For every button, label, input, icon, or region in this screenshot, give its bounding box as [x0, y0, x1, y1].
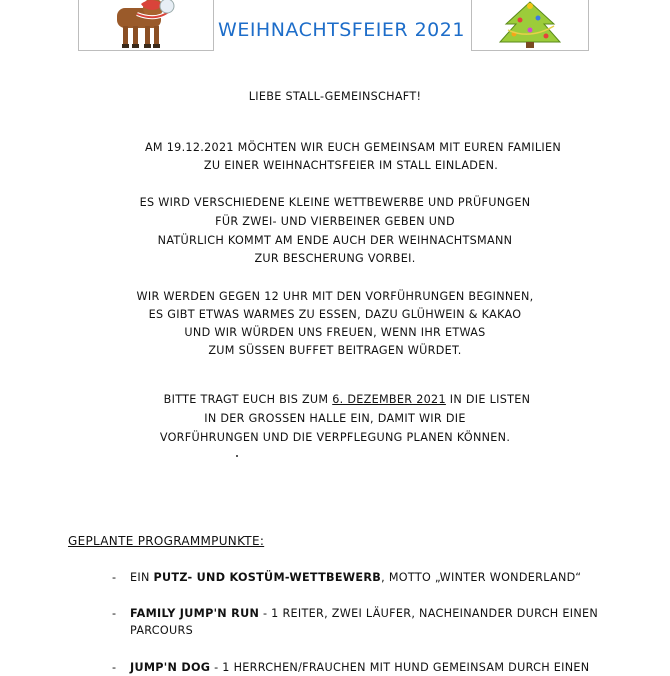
program-item-costume-contest — [130, 569, 610, 586]
bullet-marker: - — [112, 661, 117, 674]
reindeer-illustration — [78, 0, 214, 51]
signup-line-1-pre: BITTE TRAGT EUCH BIS ZUM — [163, 393, 333, 406]
christmas-tree-illustration — [471, 0, 589, 51]
invitation-line-2: ZU EINER WEIHNACHTSFEIER IM STALL EINLADEN. — [203, 159, 499, 172]
program-item-title: PUTZ- UND KOSTÜM-WETTBEWERB — [153, 571, 382, 584]
bullet-marker: - — [112, 607, 117, 620]
schedule-line-1: WIR WERDEN GEGEN 12 UHR MIT DEN VORFÜHRUNGEN BEGINNEN, — [136, 290, 534, 303]
signup-line-3: VORFÜHRUNGEN UND DIE VERPFLEGUNG PLANEN KÖNNEN. — [159, 431, 511, 444]
program-intro-line-2: FÜR ZWEI- UND VIERBEINER GEBEN UND — [215, 215, 455, 228]
program-intro-line-3: NATÜRLICH KOMMT AM ENDE AUCH DER WEIHNACHTSMANN — [157, 234, 513, 247]
program-item-title: FAMILY JUMP'N RUN — [130, 607, 260, 620]
program-section-title: GEPLANTE PROGRAMMPUNKTE: — [68, 534, 265, 548]
reindeer-icon — [79, 0, 213, 50]
program-item-family-jump-run — [130, 605, 610, 639]
schedule-line-3: UND WIR WÜRDEN UNS FREUEN, WENN IHR ETWAS — [184, 326, 486, 339]
bullet-marker: - — [112, 571, 117, 584]
program-item-detail: , MOTTO „WINTER WONDERLAND“ — [381, 571, 582, 584]
schedule-line-4: ZUM SÜSSEN BUFFET BEITRAGEN WÜRDET. — [208, 344, 462, 357]
program-item-title: JUMP'N DOG — [130, 661, 211, 674]
program-intro-line-4: ZUR BESCHERUNG VORBEI. — [254, 252, 416, 265]
greeting: LIEBE STALL-GEMEINSCHAFT! — [248, 90, 422, 103]
stray-dot — [236, 455, 238, 457]
program-item-pre: EIN — [130, 571, 154, 584]
signup-line-1 — [12, 393, 670, 406]
signup-line-2: IN DER GROSSEN HALLE EIN, DAMIT WIR DIE — [204, 412, 466, 425]
program-intro-line-1: ES WIRD VERSCHIEDENE KLEINE WETTBEWERBE UND PRÜFUNGEN — [139, 196, 531, 209]
page-title: WEIHNACHTSFEIER 2021 — [218, 18, 465, 41]
christmas-tree-icon — [472, 0, 588, 50]
schedule-line-2: ES GIBT ETWAS WARMES ZU ESSEN, DAZU GLÜHWEIN & KAKAO — [148, 308, 522, 321]
signup-deadline: 6. DEZEMBER 2021 — [332, 393, 446, 406]
program-item-detail: - 1 HERRCHEN/FRAUCHEN MIT HUND GEMEINSAM DURCH EINEN — [210, 661, 590, 674]
signup-line-1-post: IN DIE LISTEN — [445, 393, 531, 406]
program-item-jump-dog — [130, 659, 610, 676]
program-item-detail: - 1 REITER, ZWEI LÄUFER, NACHEINANDER DURCH EINEN PARCOURS — [130, 607, 599, 637]
invitation-line-1: AM 19.12.2021 MÖCHTEN WIR EUCH GEMEINSAM MIT EUREN FAMILIEN — [144, 141, 562, 154]
